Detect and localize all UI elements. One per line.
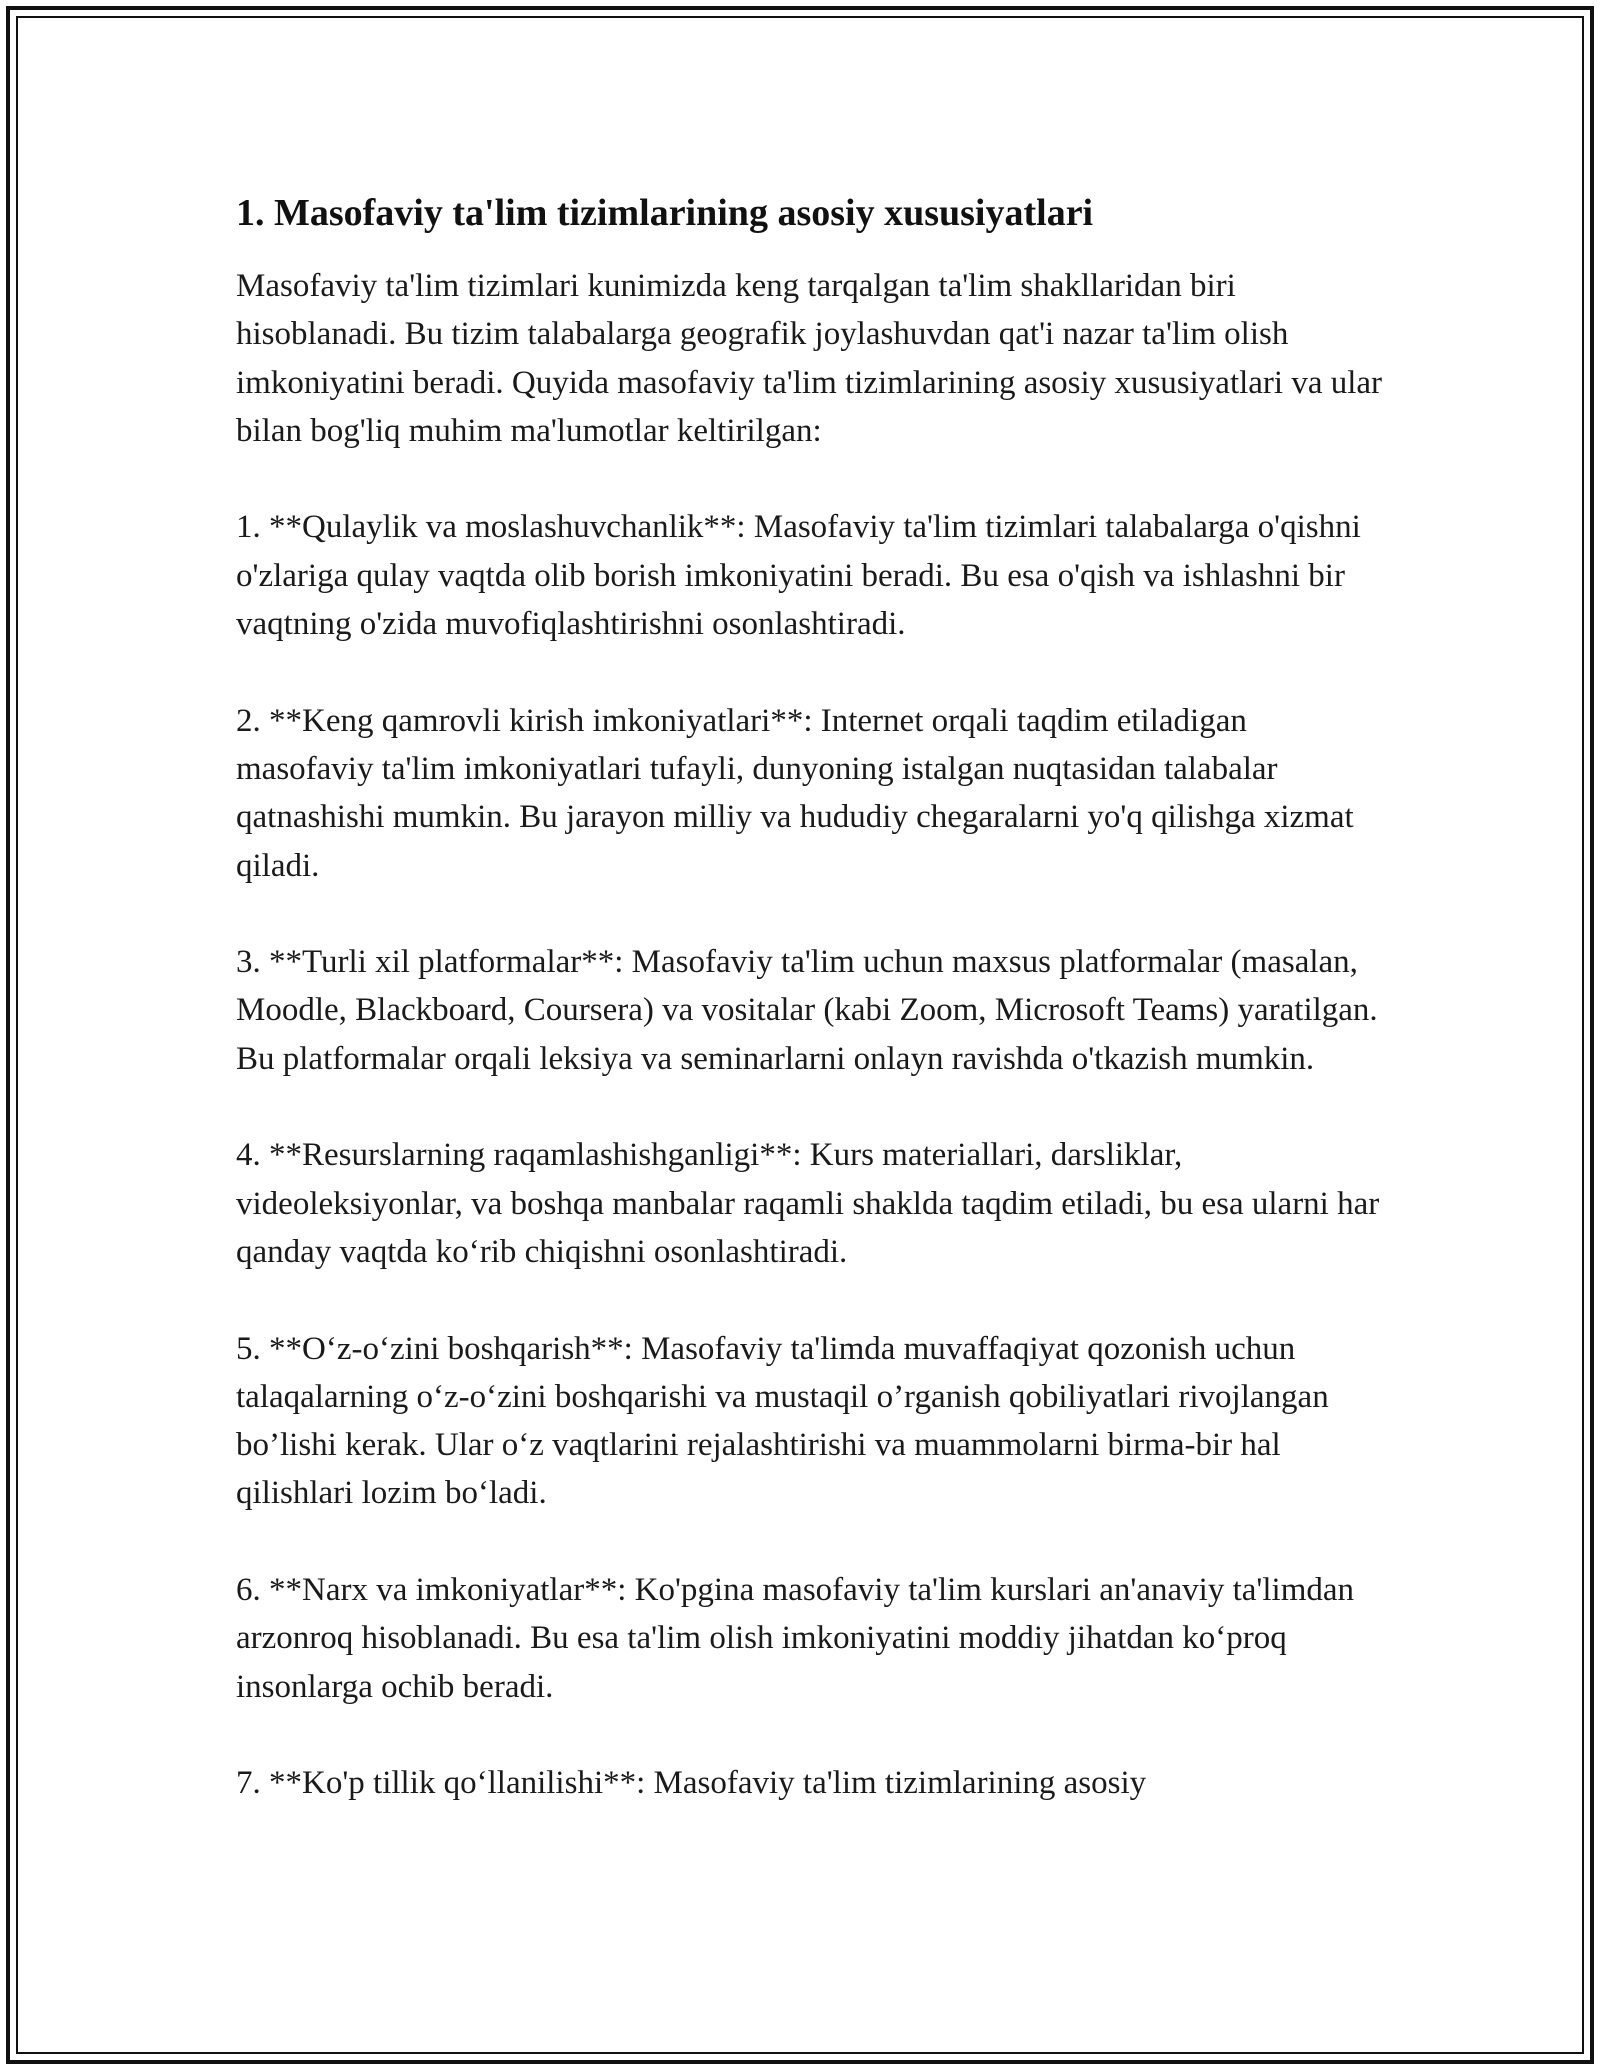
list-item-2: 2. **Keng qamrovli kirish imkoniyatlari**: Internet orqali taqdim etiladigan masofaviy ta'lim imkoniyatlari tufayli, dunyoning istalgan nuqtasidan talabalar qatnashishi mumkin. Bu jarayon milliy va hududiy chegaralarni yo'q qilishga xizmat qiladi. bbox=[236, 702, 1354, 884]
list-item-5: 5. **O‘z-o‘zini boshqarish**: Masofaviy ta'limda muvaffaqiyat qozonish uchun talaqalarning o‘z-o‘zini boshqarishi va mustaqil o’rganish qobiliyatlari rivojlangan bo’lishi kerak. Ular o‘z vaqtlarini rejalashtirishi va muammolarni birma-bir hal qilishlari lozim bo‘ladi. bbox=[236, 1330, 1329, 1512]
list-item-6: 6. **Narx va imkoniyatlar**: Ko'pgina masofaviy ta'lim kurslari an'anaviy ta'limdan arzonroq hisoblanadi. Bu esa ta'lim olish imkoniyatini moddiy jihatdan ko‘proq insonlarga ochib beradi. bbox=[236, 1572, 1355, 1705]
list-item-1: 1. **Qulaylik va moslashuvchanlik**: Masofaviy ta'lim tizimlari talabalarga o'qishni o'zlariga qulay vaqtda olib borish imkoniyatini beradi. Bu esa o'qish va ishlashni bir vaqtning o'zida muvofiqlashtirishni osonlashtiradi. bbox=[236, 509, 1361, 643]
document-body bbox=[236, 188, 1386, 1808]
list-item-4: 4. **Resurslarning raqamlashishganligi**: Kurs materiallari, darsliklar, videoleksiyonlar, va boshqa manbalar raqamli shaklda taqdim etiladi, bu esa ularni har qanday vaqtda ko‘rib chiqishni osonlashtiradi. bbox=[236, 1137, 1380, 1270]
intro-paragraph: Masofaviy ta'lim tizimlari kunimizda keng tarqalgan ta'lim shakllaridan biri hisoblanadi. Bu tizim talabalarga geografik joylashuvdan qat'i nazar ta'lim olish imkoniyatini beradi. Quyida masofaviy ta'lim tizimlarining asosiy xususiyatlari va ular bilan bog'liq muhim ma'lumotlar keltirilgan: bbox=[236, 268, 1383, 449]
section-heading: 1. Masofaviy ta'lim tizimlarining asosiy xususiyatlari bbox=[236, 192, 1094, 234]
list-item-3: 3. **Turli xil platformalar**: Masofaviy ta'lim uchun maxsus platformalar (masalan, Moodle, Blackboard, Coursera) va vositalar (kabi Zoom, Microsoft Teams) yaratilgan. Bu platformalar orqali leksiya va seminarlarni onlayn ravishda o'tkazish mumkin. bbox=[236, 944, 1378, 1077]
list-item-7: 7. **Ko'p tillik qo‘llanilishi**: Masofaviy ta'lim tizimlarining asosiy bbox=[236, 1765, 1147, 1802]
